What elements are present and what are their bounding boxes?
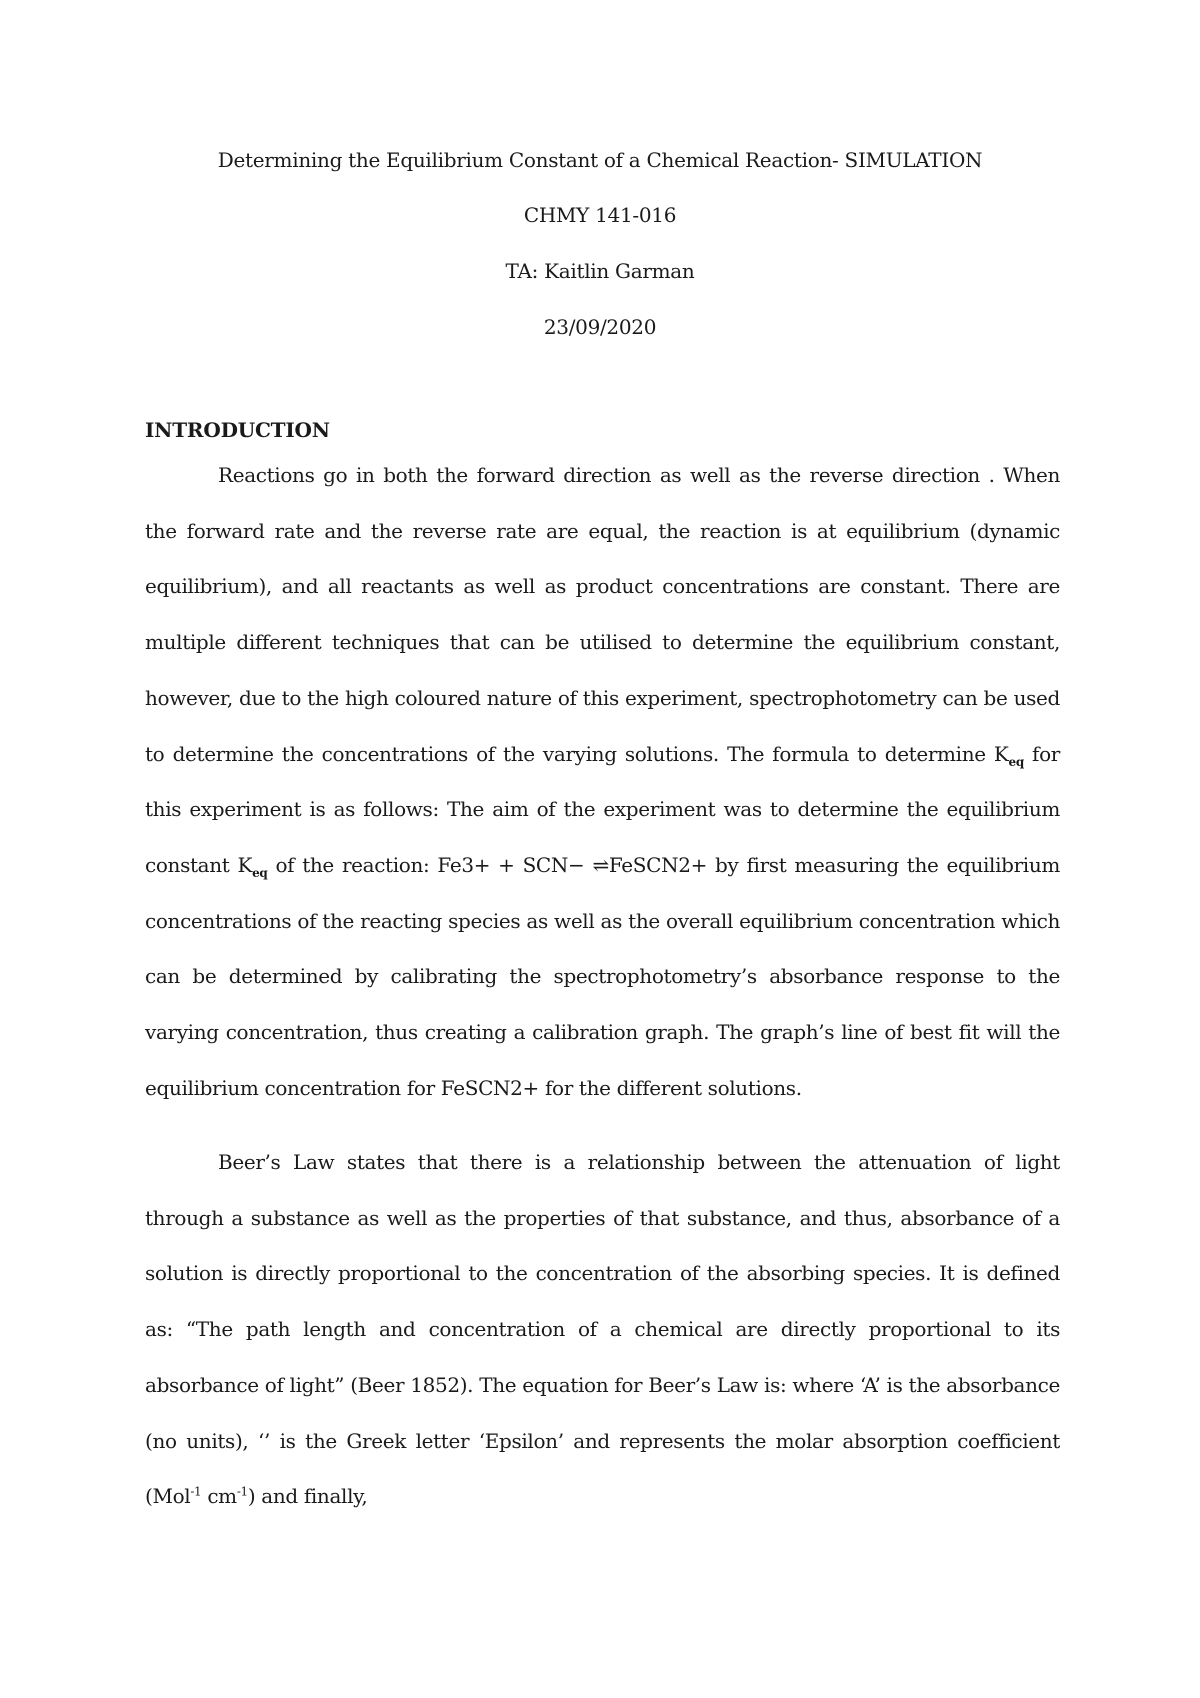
document-title: Determining the Equilibrium Constant of a Chemical Reaction- SIMULATION xyxy=(217,148,983,172)
report-date: 23/09/2020 xyxy=(543,315,657,339)
unit-superscript: -1 xyxy=(190,1484,202,1499)
p2-text-b: cm xyxy=(201,1484,237,1509)
p1-text-c: of the reaction: Fe3+ + SCN− ⇌FeSCN2+ by first measuring the equilibrium concentrations of the reacting species as well as the overall equilibrium concentration which can be determined by calibrating the spectrophotometry’s absorbance response to the varying concentration, thus creating a calibration graph. The graph’s line of best fit will the equilibrium concentration for FeSCN2+ for the different solutions. xyxy=(145,852,1060,1100)
course-code: CHMY 141-016 xyxy=(523,203,677,227)
introduction-paragraph-1 xyxy=(145,448,1060,1116)
p2-text-a: Beer’s Law states that there is a relationship between the attenuation of light through a substance as well as the properties of that substance, and thus, absorbance of a solution is directly proportional to the concentration of the absorbing species. It is defined as: “The path length and concentration of a chemical are directly proportional to its absorbance of light” (Beer 1852). The equation for Beer’s Law is: where ‘A’ is the absorbance (no units), ‘’ is the Greek letter ‘Epsilon’ and represents the molar absorption coefficient (Mol xyxy=(145,1150,1060,1509)
p2-text-c: ) and finally, xyxy=(247,1484,368,1509)
p1-text-b: for this experiment is as follows: The aim of the experiment was to determine the equilibrium constant K xyxy=(145,741,1060,877)
section-heading-introduction: INTRODUCTION xyxy=(145,418,330,442)
keq-subscript: eq xyxy=(252,865,268,880)
keq-subscript: eq xyxy=(1008,754,1024,769)
unit-superscript: -1 xyxy=(236,1484,248,1499)
introduction-paragraph-2 xyxy=(145,1135,1060,1525)
p1-text-a: Reactions go in both the forward direction as well as the reverse direction . When the forward rate and the reverse rate are equal, the reaction is at equilibrium (dynamic equilibrium), and all reactants as well as product concentrations are constant. There are multiple different techniques that can be utilised to determine the equilibrium constant, however, due to the high coloured nature of this experiment, spectrophotometry can be used to determine the concentrations of the varying solutions. The formula to determine K xyxy=(145,463,1060,766)
ta-name: TA: Kaitlin Garman xyxy=(505,259,695,283)
